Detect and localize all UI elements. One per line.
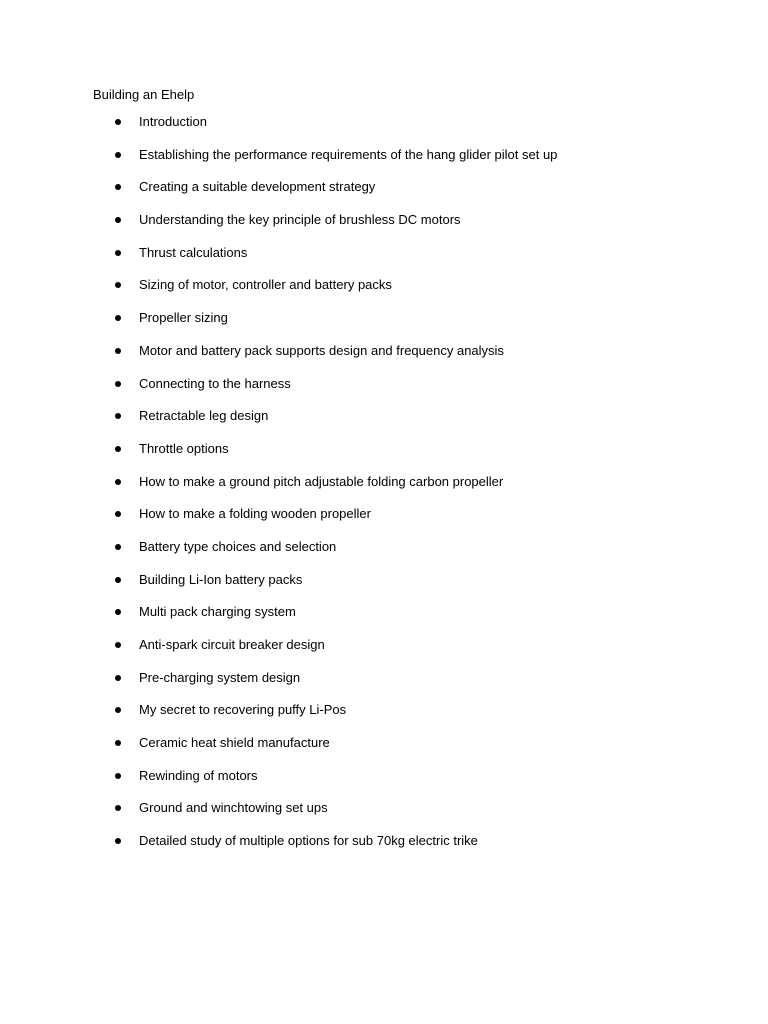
list-item: [0, 637, 768, 670]
list-item-text: How to make a folding wooden propeller: [139, 506, 371, 522]
list-item: [0, 277, 768, 310]
bullet-icon: [115, 740, 121, 746]
list-item: [0, 245, 768, 278]
list-item: [0, 343, 768, 376]
list-item: [0, 179, 768, 212]
list-item-text: Ceramic heat shield manufacture: [139, 735, 330, 751]
list-item-text: Ground and winchtowing set ups: [139, 800, 328, 816]
list-item-text: Sizing of motor, controller and battery packs: [139, 277, 392, 293]
list-item: [0, 147, 768, 180]
bullet-icon: [115, 642, 121, 648]
list-item: [0, 800, 768, 833]
list-item: [0, 310, 768, 343]
bullet-icon: [115, 282, 121, 288]
list-item-text: Throttle options: [139, 440, 229, 456]
list-item: [0, 702, 768, 735]
list-item: [0, 114, 768, 147]
bullet-icon: [115, 217, 121, 223]
list-item: [0, 735, 768, 768]
bullet-icon: [115, 250, 121, 256]
list-item-text: Creating a suitable development strategy: [139, 179, 376, 195]
bullet-icon: [115, 511, 121, 517]
list-item-text: My secret to recovering puffy Li-Pos: [139, 702, 347, 718]
bullet-list: [0, 114, 768, 866]
list-item: [0, 474, 768, 507]
list-item-text: Battery type choices and selection: [139, 538, 337, 554]
bullet-icon: [115, 184, 121, 190]
list-item-text: Multi pack charging system: [139, 604, 296, 620]
list-item-text: Establishing the performance requirements of the hang glider pilot set up: [139, 146, 558, 162]
bullet-icon: [115, 315, 121, 321]
bullet-icon: [115, 413, 121, 419]
bullet-icon: [115, 544, 121, 550]
list-item-text: Introduction: [139, 114, 207, 129]
list-item-text: Motor and battery pack supports design and frequency analysis: [139, 342, 504, 358]
list-item-text: Anti-spark circuit breaker design: [139, 637, 325, 652]
list-item: [0, 670, 768, 703]
document-title: Building an Ehelp: [93, 87, 195, 102]
bullet-icon: [115, 348, 121, 354]
list-item: [0, 539, 768, 572]
bullet-icon: [115, 773, 121, 779]
bullet-icon: [115, 152, 121, 158]
list-item: [0, 572, 768, 605]
bullet-icon: [115, 479, 121, 485]
list-item-text: Propeller sizing: [139, 310, 228, 326]
bullet-icon: [115, 446, 121, 452]
list-item-text: Retractable leg design: [139, 408, 269, 424]
list-item: [0, 506, 768, 539]
bullet-icon: [115, 119, 121, 125]
list-item-text: Detailed study of multiple options for sub 70kg electric trike: [139, 833, 478, 849]
bullet-icon: [115, 381, 121, 387]
list-item: [0, 768, 768, 801]
list-item-text: Rewinding of motors: [139, 767, 258, 783]
list-item: [0, 833, 768, 866]
list-item: [0, 604, 768, 637]
list-item: [0, 441, 768, 474]
list-item-text: Building Li-Ion battery packs: [139, 571, 303, 587]
bullet-icon: [115, 609, 121, 615]
bullet-icon: [115, 805, 121, 811]
list-item: [0, 408, 768, 441]
list-item-text: Pre-charging system design: [139, 669, 301, 685]
bullet-icon: [115, 675, 121, 681]
list-item: [0, 376, 768, 409]
bullet-icon: [115, 838, 121, 844]
bullet-icon: [115, 577, 121, 583]
list-item-text: Connecting to the harness: [139, 375, 291, 391]
list-item: [0, 212, 768, 245]
list-item-text: How to make a ground pitch adjustable folding carbon propeller: [139, 473, 504, 489]
bullet-icon: [115, 707, 121, 713]
list-item-text: Understanding the key principle of brushless DC motors: [139, 212, 461, 228]
list-item-text: Thrust calculations: [139, 244, 248, 260]
